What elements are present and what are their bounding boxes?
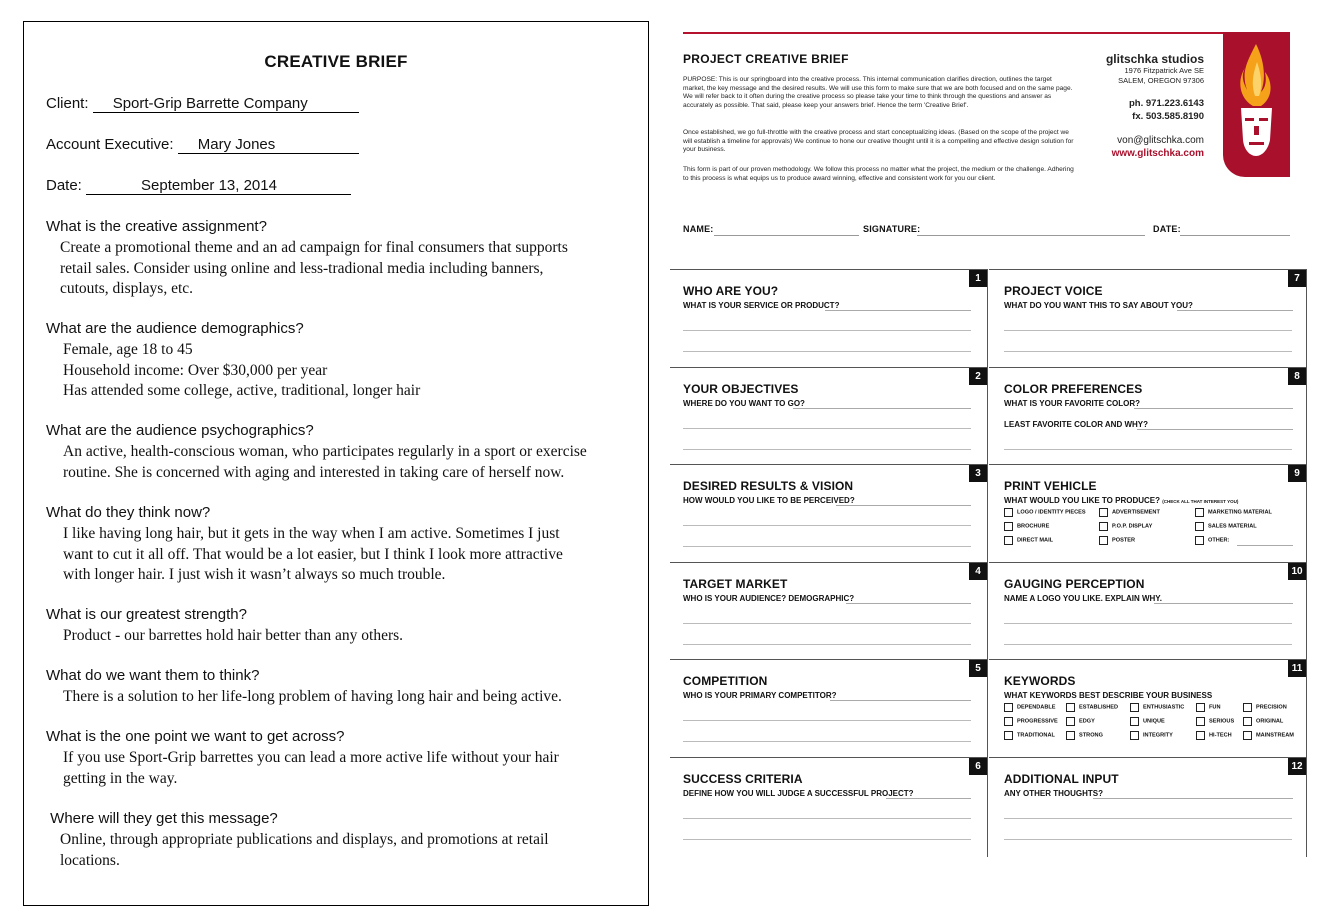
box-title: DESIRED RESULTS & VISION <box>683 479 854 493</box>
answer-line[interactable] <box>886 798 971 799</box>
box-title: KEYWORDS <box>1004 674 1076 688</box>
box-question: WHO IS YOUR PRIMARY COMPETITOR? <box>683 691 837 700</box>
box-project-voice <box>989 269 1307 367</box>
answer-line: Create a promotional theme and an ad campaign for final consumers that supports <box>60 239 568 256</box>
keyword-enthusiastic[interactable] <box>1130 703 1184 712</box>
answer-line[interactable] <box>683 525 971 526</box>
keyword-edgy[interactable] <box>1066 717 1095 726</box>
checkbox-label: ESTABLISHED <box>1079 704 1119 711</box>
studio-address-1: 1976 Fitzpatrick Ave SE <box>1124 66 1204 75</box>
checkbox-logo-identity[interactable] <box>1004 508 1086 517</box>
checkbox-label: P.O.P. DISPLAY <box>1112 523 1153 530</box>
answer-line[interactable] <box>1004 623 1292 624</box>
checkbox-label: STRONG <box>1079 732 1103 739</box>
answer-line[interactable] <box>683 623 971 624</box>
answer-line[interactable] <box>1093 798 1293 799</box>
answer-line[interactable] <box>1154 603 1293 604</box>
keyword-fun[interactable] <box>1196 703 1221 712</box>
answer-line[interactable] <box>683 428 971 429</box>
question-one-point: What is the one point we want to get across? <box>46 728 345 745</box>
box-number: 7 <box>1288 270 1306 287</box>
checkbox-icon <box>1004 522 1013 531</box>
flame-head-icon <box>1223 32 1290 177</box>
answer-line[interactable] <box>1004 644 1292 645</box>
answer-line[interactable] <box>825 310 971 311</box>
checkbox-icon <box>1099 536 1108 545</box>
checkbox-icon <box>1195 522 1204 531</box>
checkbox-label: INTEGRITY <box>1143 732 1173 739</box>
box-question: WHAT DO YOU WANT THIS TO SAY ABOUT YOU? <box>1004 301 1193 310</box>
box-number: 12 <box>1288 758 1306 775</box>
answer-line[interactable] <box>846 603 971 604</box>
other-line[interactable] <box>1237 545 1293 546</box>
box-number: 8 <box>1288 368 1306 385</box>
purpose-paragraph-2: Once established, we go full-throttle with the creative process and start conceptualizing ideas. (Based on the scope of the project we will establish a timeline for approvals) We continue to hone our creative thought until it is a compelling and effective design solution for your business. <box>683 129 1074 154</box>
box-question: WHO IS YOUR AUDIENCE? DEMOGRAPHIC? <box>683 594 855 603</box>
account-executive-label: Account Executive: <box>46 136 174 153</box>
checkbox-icon <box>1099 508 1108 517</box>
box-question: WHAT IS YOUR SERVICE OR PRODUCT? <box>683 301 840 310</box>
box-number: 11 <box>1288 660 1306 677</box>
keyword-progressive[interactable] <box>1004 717 1058 726</box>
checkbox-icon <box>1066 703 1075 712</box>
box-title: WHO ARE YOU? <box>683 284 779 298</box>
checkbox-label: ORIGINAL <box>1256 718 1284 725</box>
answer-line[interactable] <box>836 505 971 506</box>
name-line[interactable] <box>714 235 859 236</box>
project-creative-brief-form <box>670 30 1324 919</box>
answer-line: cutouts, displays, etc. <box>60 280 194 297</box>
answer-line[interactable] <box>683 818 971 819</box>
date-field <box>46 177 351 195</box>
box-color-preferences <box>989 367 1307 465</box>
checkbox-label: SERIOUS <box>1209 718 1235 725</box>
keyword-dependable[interactable] <box>1004 703 1056 712</box>
keyword-precision[interactable] <box>1243 703 1287 712</box>
box-question: DEFINE HOW YOU WILL JUDGE A SUCCESSFUL PROJECT? <box>683 789 914 798</box>
keyword-hi-tech[interactable] <box>1196 731 1232 740</box>
keyword-unique[interactable] <box>1130 717 1165 726</box>
box-keywords <box>989 659 1307 757</box>
checkbox-label: DEPENDABLE <box>1017 704 1056 711</box>
checkbox-label: UNIQUE <box>1143 718 1165 725</box>
answer-line: getting in the way. <box>63 769 178 787</box>
answer-line[interactable] <box>1004 449 1292 450</box>
studio-name: glitschka studios <box>1105 52 1204 66</box>
box-title: TARGET MARKET <box>683 577 788 591</box>
date-label: Date: <box>46 177 82 194</box>
checkbox-label: OTHER: <box>1208 537 1230 544</box>
checkbox-poster[interactable] <box>1099 536 1135 545</box>
checkbox-label: DIRECT MAIL <box>1017 537 1054 544</box>
answer-line[interactable] <box>1177 310 1293 311</box>
answer-line[interactable] <box>1134 408 1293 409</box>
box-number: 3 <box>969 465 987 482</box>
answer-line: If you use Sport-Grip barrettes you can lead a more active life without your hair <box>63 749 559 766</box>
keyword-strong[interactable] <box>1066 731 1103 740</box>
checkbox-icon <box>1195 508 1204 517</box>
answer-line: want to cut it all off. That would be a lot easier, but I think I look more attractive <box>63 545 563 563</box>
form-title: PROJECT CREATIVE BRIEF <box>683 52 849 66</box>
signature-label: SIGNATURE: <box>863 224 921 234</box>
account-executive-field <box>46 136 359 154</box>
answer-line[interactable] <box>793 408 971 409</box>
checkbox-advertisement[interactable] <box>1099 508 1160 517</box>
box-number: 10 <box>1288 563 1306 580</box>
name-label: NAME: <box>683 224 714 234</box>
checkbox-other[interactable] <box>1195 536 1229 545</box>
keyword-serious[interactable] <box>1196 717 1234 726</box>
answer-line[interactable] <box>683 546 971 547</box>
answer-line[interactable] <box>1004 351 1292 352</box>
box-question-text: WHAT WOULD YOU LIKE TO PRODUCE? <box>1004 496 1160 505</box>
keyword-integrity[interactable] <box>1130 731 1173 740</box>
date-value: September 13, 2014 <box>86 177 351 195</box>
box-number: 2 <box>969 368 987 385</box>
client-label: Client: <box>46 95 89 112</box>
answer-line[interactable] <box>1004 818 1292 819</box>
box-number: 5 <box>969 660 987 677</box>
signature-line[interactable] <box>917 235 1145 236</box>
checkbox-brochure[interactable] <box>1004 522 1049 531</box>
keyword-established[interactable] <box>1066 703 1118 712</box>
answer-line: An active, health-conscious woman, who participates regularly in a sport or exercise <box>63 443 587 460</box>
answer-line: Product - our barrettes hold hair better than any others. <box>63 627 404 644</box>
checkbox-icon <box>1196 717 1205 726</box>
answer-line: Has attended some college, active, traditional, longer hair <box>63 382 421 399</box>
answer-line[interactable] <box>683 351 971 352</box>
box-title: PROJECT VOICE <box>1004 284 1103 298</box>
checkbox-label: SALES MATERIAL <box>1208 523 1257 530</box>
keyword-traditional[interactable] <box>1004 731 1055 740</box>
checkbox-label: POSTER <box>1112 537 1136 544</box>
answer-line: Online, through appropriate publications and displays, and promotions at retail <box>60 831 549 848</box>
box-your-objectives <box>670 367 988 465</box>
question-where-message: Where will they get this message? <box>46 810 278 827</box>
checkbox-icon <box>1004 731 1013 740</box>
checkbox-direct-mail[interactable] <box>1004 536 1053 545</box>
answer-line[interactable] <box>1004 330 1292 331</box>
checkbox-icon <box>1243 703 1252 712</box>
checkbox-icon <box>1099 522 1108 531</box>
box-question: ANY OTHER THOUGHTS? <box>1004 789 1103 798</box>
keyword-original[interactable] <box>1243 717 1283 726</box>
box-question: WHERE DO YOU WANT TO GO? <box>683 399 805 408</box>
checkbox-icon <box>1243 731 1252 740</box>
answer-one-point <box>63 748 559 789</box>
checkbox-label: MARKETING MATERIAL <box>1208 509 1272 516</box>
box-question-2: LEAST FAVORITE COLOR AND WHY? <box>1004 420 1148 429</box>
question-greatest-strength: What is our greatest strength? <box>46 606 247 623</box>
box-title: YOUR OBJECTIVES <box>683 382 799 396</box>
checkbox-label: EDGY <box>1079 718 1095 725</box>
answer-line[interactable] <box>1137 429 1293 430</box>
checkbox-icon <box>1130 731 1139 740</box>
checkbox-icon <box>1130 703 1139 712</box>
box-number: 9 <box>1288 465 1306 482</box>
question-creative-assignment: What is the creative assignment? <box>46 218 267 235</box>
answer-line[interactable] <box>683 644 971 645</box>
box-number: 4 <box>969 563 987 580</box>
box-print-vehicle <box>989 464 1307 562</box>
answer-greatest-strength <box>63 626 403 647</box>
box-target-market <box>670 562 988 660</box>
checkbox-icon <box>1004 717 1013 726</box>
client-value: Sport-Grip Barrette Company <box>93 95 359 113</box>
checkbox-label: FUN <box>1209 704 1221 711</box>
answer-line[interactable] <box>683 741 971 742</box>
checkbox-label: PROGRESSIVE <box>1017 718 1058 725</box>
box-title: PRINT VEHICLE <box>1004 479 1097 493</box>
box-question <box>1004 496 1238 505</box>
answer-line: Household income: Over $30,000 per year <box>63 361 328 379</box>
answer-line[interactable] <box>683 839 971 840</box>
top-rule <box>683 32 1223 34</box>
box-title: COLOR PREFERENCES <box>1004 382 1143 396</box>
account-executive-value: Mary Jones <box>178 136 359 154</box>
question-psychographics: What are the audience psychographics? <box>46 422 314 439</box>
purpose-paragraph-3: This form is part of our proven methodology. We follow this process no matter what the project, the medium or the challenge. Adhering to this process is what equips us to produce award winning, effective and consistent work for you our client. <box>683 166 1074 182</box>
box-competition <box>670 659 988 757</box>
answer-line[interactable] <box>683 330 971 331</box>
date-label: DATE: <box>1153 224 1181 234</box>
answer-line: Female, age 18 to 45 <box>63 341 193 358</box>
answer-creative-assignment <box>60 238 568 300</box>
checkbox-icon <box>1004 508 1013 517</box>
answer-demographics <box>63 340 420 402</box>
glitschka-logo <box>1223 32 1290 177</box>
studio-phone: ph. 971.223.6143 <box>1129 98 1204 109</box>
answer-line[interactable] <box>683 449 971 450</box>
checkbox-icon <box>1243 717 1252 726</box>
box-title: GAUGING PERCEPTION <box>1004 577 1145 591</box>
answer-line: locations. <box>60 851 120 869</box>
studio-website[interactable]: www.glitschka.com <box>1111 148 1204 159</box>
document-title: CREATIVE BRIEF <box>264 52 408 71</box>
checkbox-marketing-material[interactable] <box>1195 508 1272 517</box>
client-field <box>46 95 359 113</box>
answer-line: I like having long hair, but it gets in the way when I am active. Sometimes I just <box>63 525 560 542</box>
checkbox-label: TRADITIONAL <box>1017 732 1055 739</box>
question-want-them-to-think: What do we want them to think? <box>46 667 260 684</box>
box-title: COMPETITION <box>683 674 768 688</box>
box-question: NAME A LOGO YOU LIKE. EXPLAIN WHY. <box>1004 594 1162 603</box>
box-title: SUCCESS CRITERIA <box>683 772 803 786</box>
answer-where-message <box>60 830 549 871</box>
checkbox-icon <box>1066 717 1075 726</box>
box-question: HOW WOULD YOU LIKE TO BE PERCEIVED? <box>683 496 855 505</box>
answer-line: routine. She is concerned with aging and interested in taking care of herself now. <box>63 463 565 481</box>
box-who-are-you <box>670 269 988 367</box>
box-number: 6 <box>969 758 987 775</box>
answer-line: There is a solution to her life-long problem of having long hair and being active. <box>63 688 562 705</box>
answer-psychographics <box>63 442 587 483</box>
checkbox-label: MAINSTREAM <box>1256 732 1294 739</box>
question-demographics: What are the audience demographics? <box>46 320 304 337</box>
checkbox-label: BROCHURE <box>1017 523 1050 530</box>
question-think-now: What do they think now? <box>46 504 211 521</box>
checkbox-icon <box>1066 731 1075 740</box>
checkbox-label: LOGO / IDENTITY PIECES <box>1017 509 1086 516</box>
purpose-paragraph: PURPOSE: This is our springboard into the creative process. This internal communication clarifies direction, outlines the target market, the key message and the desired results. We will use this form to make sure that we are both focused and on the same page. We will refer back to it often during the creative process so please take your time to think through the questions and answer as accurately as possible. That said, please keep your answers brief. Hence the term 'Creative Brief'. <box>683 76 1073 109</box>
studio-address-2: SALEM, OREGON 97306 <box>1118 76 1204 85</box>
checkbox-label: ADVERTISEMENT <box>1112 509 1160 516</box>
checkbox-icon <box>1004 536 1013 545</box>
checkbox-pop-display[interactable] <box>1099 522 1152 531</box>
answer-think-now <box>63 524 563 586</box>
checkbox-icon <box>1004 703 1013 712</box>
studio-fax: fx. 503.585.8190 <box>1132 111 1204 122</box>
box-title: ADDITIONAL INPUT <box>1004 772 1119 786</box>
box-question: WHAT IS YOUR FAVORITE COLOR? <box>1004 399 1140 408</box>
box-number: 1 <box>969 270 987 287</box>
checkbox-icon <box>1196 731 1205 740</box>
box-additional-input <box>989 757 1307 857</box>
answer-line[interactable] <box>830 700 971 701</box>
creative-brief-document <box>23 21 649 906</box>
checkbox-label: ENTHUSIASTIC <box>1143 704 1185 711</box>
checkbox-icon <box>1130 717 1139 726</box>
box-success-criteria <box>670 757 988 857</box>
keyword-mainstream[interactable] <box>1243 731 1294 740</box>
date-line[interactable] <box>1180 235 1290 236</box>
box-question: WHAT KEYWORDS BEST DESCRIBE YOUR BUSINESS <box>1004 691 1213 700</box>
answer-want-them-to-think <box>63 687 562 708</box>
answer-line: with longer hair. I just wish it wasn’t always so much trouble. <box>63 566 446 583</box>
box-question-note: (CHECK ALL THAT INTEREST YOU) <box>1162 499 1239 504</box>
studio-email[interactable]: von@glitschka.com <box>1117 135 1204 146</box>
checkbox-label: PRECISION <box>1256 704 1287 711</box>
box-desired-results <box>670 464 988 562</box>
box-gauging-perception <box>989 562 1307 660</box>
checkbox-label: HI-TECH <box>1209 732 1232 739</box>
checkbox-sales-material[interactable] <box>1195 522 1257 531</box>
checkbox-icon <box>1195 536 1204 545</box>
checkbox-icon <box>1196 703 1205 712</box>
answer-line[interactable] <box>683 720 971 721</box>
answer-line: retail sales. Consider using online and less-tradional media including banners, <box>60 259 544 277</box>
answer-line[interactable] <box>1004 839 1292 840</box>
